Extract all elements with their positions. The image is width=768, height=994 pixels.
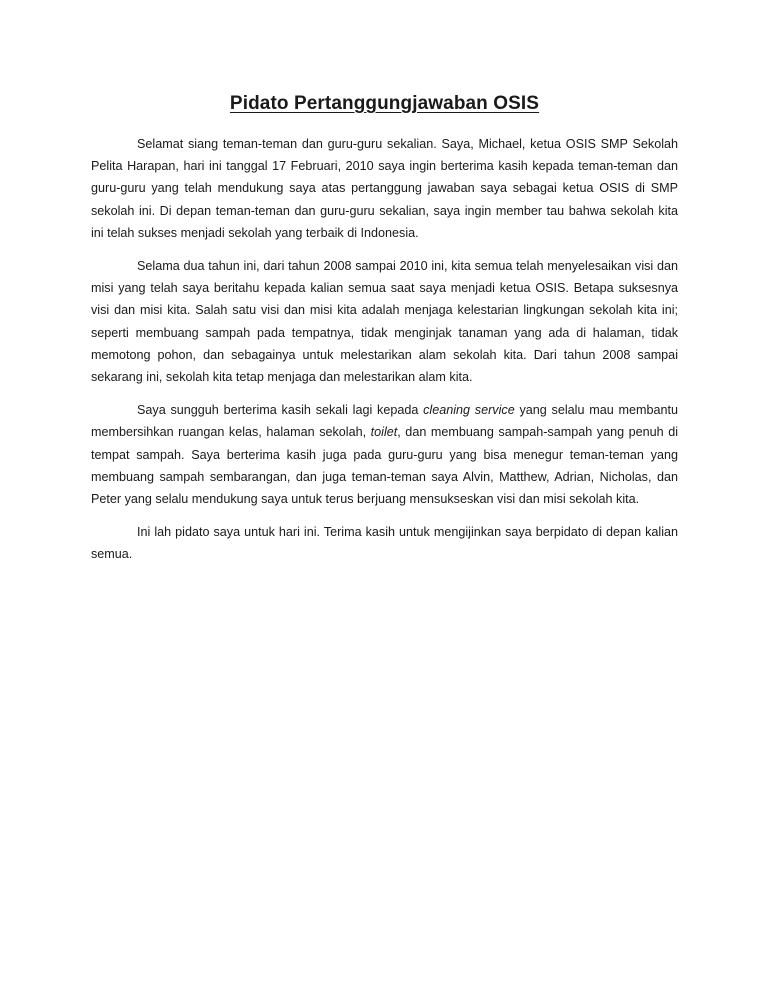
document-body [91, 92, 678, 577]
paragraph-2 [91, 255, 678, 388]
paragraph-3-emphasis-toilet: toilet [370, 425, 398, 440]
paragraph-4 [91, 521, 678, 565]
document-title: Pidato Pertanggungjawaban OSIS [229, 93, 540, 114]
paragraph-3 [91, 399, 678, 510]
paragraph-1-text: Selamat siang teman-teman dan guru-guru sekalian. Saya, Michael, ketua OSIS SMP Sekolah Pelita Harapan, hari ini tanggal 17 Februari, 2010 saya ingin berterima kasih kepada teman-teman dan guru-guru yang telah mendukung saya atas pertanggung jawaban saya sebagai ketua OSIS di SMP sekolah ini. Di depan teman-teman dan guru-guru sekalian, saya ingin member tau bahwa sekolah kita ini telah sukses menjadi sekolah yang terbaik di Indonesia. [91, 137, 678, 240]
paragraph-3-text-b: yang selalu mau membantu membersihkan ruangan kelas, halaman sekolah, [91, 403, 678, 440]
paragraph-2-text: Selama dua tahun ini, dari tahun 2008 sampai 2010 ini, kita semua telah menyelesaikan visi dan misi yang telah saya beritahu kepada kalian semua saat saya menjadi ketua OSIS. Betapa suksesnya visi dan misi kita. Salah satu visi dan misi kita adalah menjaga kelestarian lingkungan sekolah kita ini; seperti membuang sampah pada tempatnya, tidak menginjak tanaman yang ada di halaman, tidak memotong pohon, dan sebagainya untuk melestarikan alam sekolah kita. Dari tahun 2008 sampai sekarang ini, sekolah kita tetap menjaga dan melestarikan alam kita. [91, 259, 678, 385]
paragraph-3-text-a: Saya sungguh berterima kasih sekali lagi kepada [137, 403, 424, 418]
paragraph-3-text-c: , dan membuang sampah-sampah yang penuh di tempat sampah. Saya berterima kasih juga pada guru-guru yang bisa menegur teman-teman yang membuang sampah sembarangan, dan juga teman-teman saya Alvin, Matthew, Adrian, Nicholas, dan Peter yang selalu mendukung saya untuk terus berjuang mensukseskan visi dan misi sekolah kita. [91, 425, 678, 507]
paragraph-3-emphasis-cleaning-service: cleaning service [423, 403, 515, 418]
paragraph-1 [91, 133, 678, 244]
paragraph-4-text: Ini lah pidato saya untuk hari ini. Terima kasih untuk mengijinkan saya berpidato di depan kalian semua. [91, 525, 678, 562]
